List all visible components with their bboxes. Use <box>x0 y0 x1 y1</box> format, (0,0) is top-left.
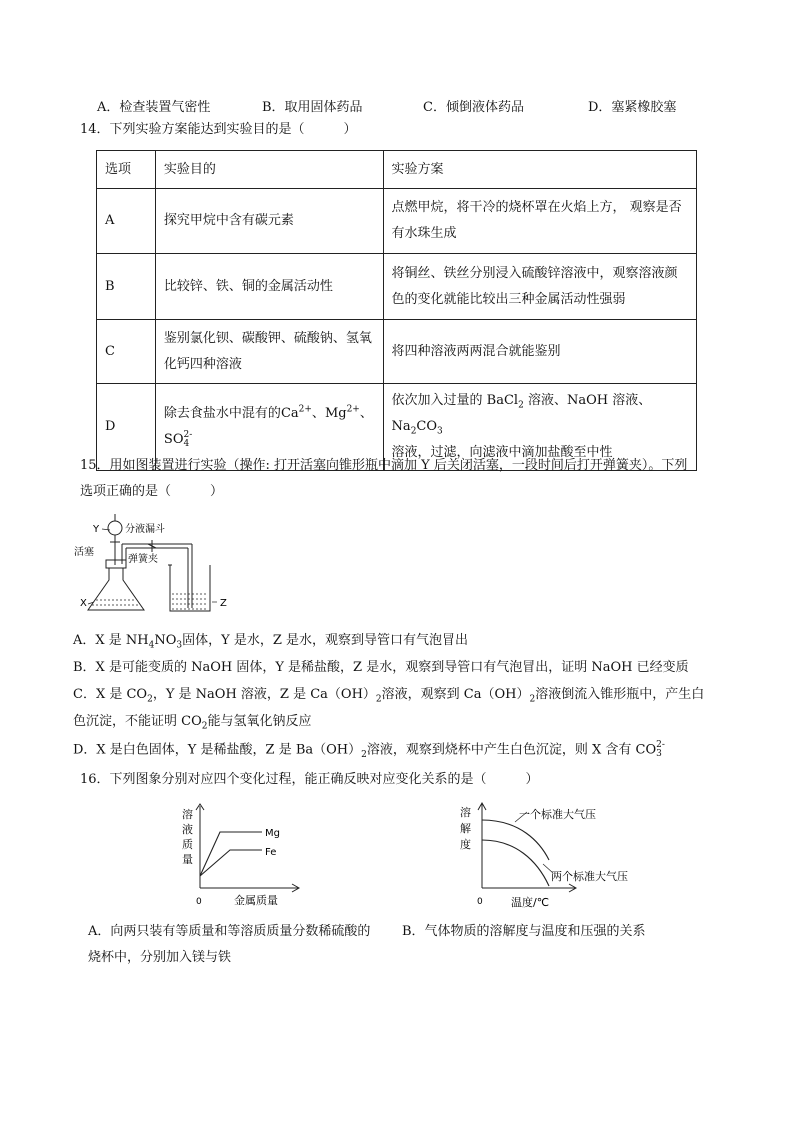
series-label-two-atm: 两个标准大气压 <box>551 870 628 883</box>
q14-stem: 14．下列实验方案能达到实验目的是（ ） <box>80 122 357 137</box>
q15-option-c-line2: 色沉淀，不能证明 $CO_2$能与氢氧化钠反应 <box>73 714 312 732</box>
q15-option-d: D．X 是白色固体，Y 是稀盐酸，Z 是 $Ba(OH)_2$溶液，观察到烧杯中产生白色沉淀，则 X 含有 CO2- 3 <box>73 740 665 761</box>
q16-option-b: B．气体物质的溶解度与温度和压强的关系 <box>402 924 646 939</box>
table-row <box>97 320 697 384</box>
origin-label: 0 <box>477 897 483 907</box>
q15-option-b: B．X 是可能变质的 NaOH 固体，Y 是稀盐酸，Z 是水，观察到导管口有气泡冒出，证明 NaOH 已经变质 <box>73 660 689 675</box>
curve-one-atm <box>482 840 549 886</box>
mg-line <box>200 832 262 876</box>
graph-b <box>455 800 660 912</box>
row-c-plan: 将四种溶液两两混合就能鉴别 <box>383 320 696 384</box>
series-label-one-atm: 一个标准大气压 <box>519 808 596 821</box>
ylabel-char-1: 溶 <box>182 808 193 821</box>
series-label-fe: Fe <box>265 847 277 858</box>
ylabel-char-3: 质 <box>182 838 193 851</box>
q15-option-c: C．X 是 $CO_2$，Y 是 NaOH 溶液，Z 是 $Ca(OH)_2$溶液，观察到 $Ca(OH)_2$溶液倒流入锥形瓶中，产生白 <box>73 687 705 705</box>
curve-two-atm <box>482 820 549 860</box>
origin-label: 0 <box>196 897 202 907</box>
xlabel: 温度/℃ <box>511 896 550 909</box>
row-a-goal: 探究甲烷中含有碳元素 <box>155 189 383 254</box>
ylabel-char-2: 解 <box>460 822 471 835</box>
row-b-option: B <box>97 254 156 320</box>
apparatus-diagram <box>70 510 240 615</box>
q16-option-a-line1: A．向两只装有等质量和等溶质质量分数稀硫酸的 <box>88 924 371 939</box>
graph-a <box>178 800 308 912</box>
q14-table <box>96 150 697 471</box>
row-a-option: A <box>97 189 156 254</box>
q13-option-b: B．取用固体药品 <box>262 100 363 115</box>
row-d-goal: 除去食盐水中混有的$Ca^{2+}$、$Mg^{2+}$、 SO2- 4 <box>155 384 383 471</box>
ylabel-char-4: 量 <box>182 853 193 866</box>
label-x: X <box>80 598 87 609</box>
label-funnel: 分液漏斗 <box>125 524 165 535</box>
row-b-plan: 将铜丝、铁丝分别浸入硫酸锌溶液中，观察溶液颜色的变化就能比较出三种金属活动性强弱 <box>383 254 696 320</box>
xlabel: 金属质量 <box>234 894 278 907</box>
row-c-option: C <box>97 320 156 384</box>
q13-option-a: A．检查装置气密性 <box>97 100 211 115</box>
fe-line <box>200 850 262 876</box>
q15-option-a: A．X 是 $NH_4NO_3$固体，Y 是水，Z 是水，观察到导管口有气泡冒出 <box>73 633 469 651</box>
table-row <box>97 254 697 320</box>
label-z: Z <box>220 598 227 609</box>
q16-stem: 16．下列图象分别对应四个变化过程，能正确反映对应变化关系的是（ ） <box>80 772 539 787</box>
header-option: 选项 <box>97 151 156 189</box>
q15-stem-line2: 选项正确的是（ ） <box>80 484 224 499</box>
label-clip: 弹簧夹 <box>128 554 158 565</box>
q13-option-d: D．塞紧橡胶塞 <box>588 100 677 115</box>
ylabel-char-3: 度 <box>460 838 471 851</box>
ylabel-char-1: 溶 <box>460 806 471 819</box>
ylabel-char-2: 液 <box>182 823 193 836</box>
q13-option-c: C．倾倒液体药品 <box>423 100 524 115</box>
row-d-option: D <box>97 384 156 471</box>
table-row <box>97 189 697 254</box>
row-b-goal: 比较锌、铁、铜的金属活动性 <box>155 254 383 320</box>
label-stopcock: 活塞 <box>74 547 94 558</box>
row-a-plan: 点燃甲烷，将干冷的烧杯罩在火焰上方， 观察是否有水珠生成 <box>383 189 696 254</box>
q16-option-a-line2: 烧杯中，分别加入镁与铁 <box>88 950 232 965</box>
label-y: Y <box>93 524 100 535</box>
series-label-mg: Mg <box>265 828 280 839</box>
row-c-goal: 鉴别氯化钡、碳酸钾、硫酸钠、氢氧化钙四种溶液 <box>155 320 383 384</box>
q15-stem-line1: 15．用如图装置进行实验（操作: 打开活塞向锥形瓶中滴加 Y 后关闭活塞，一段时间后打开弹簧夹）。下列 <box>80 458 688 473</box>
row-d-plan: 依次加入过量的 BaCl$_2$ 溶液、NaOH 溶液、$Na_2CO_3$ 溶液，过滤，向滤液中滴加盐酸至中性 <box>383 384 696 471</box>
header-plan: 实验方案 <box>383 151 696 189</box>
table-header-row <box>97 151 697 189</box>
header-goal: 实验目的 <box>155 151 383 189</box>
